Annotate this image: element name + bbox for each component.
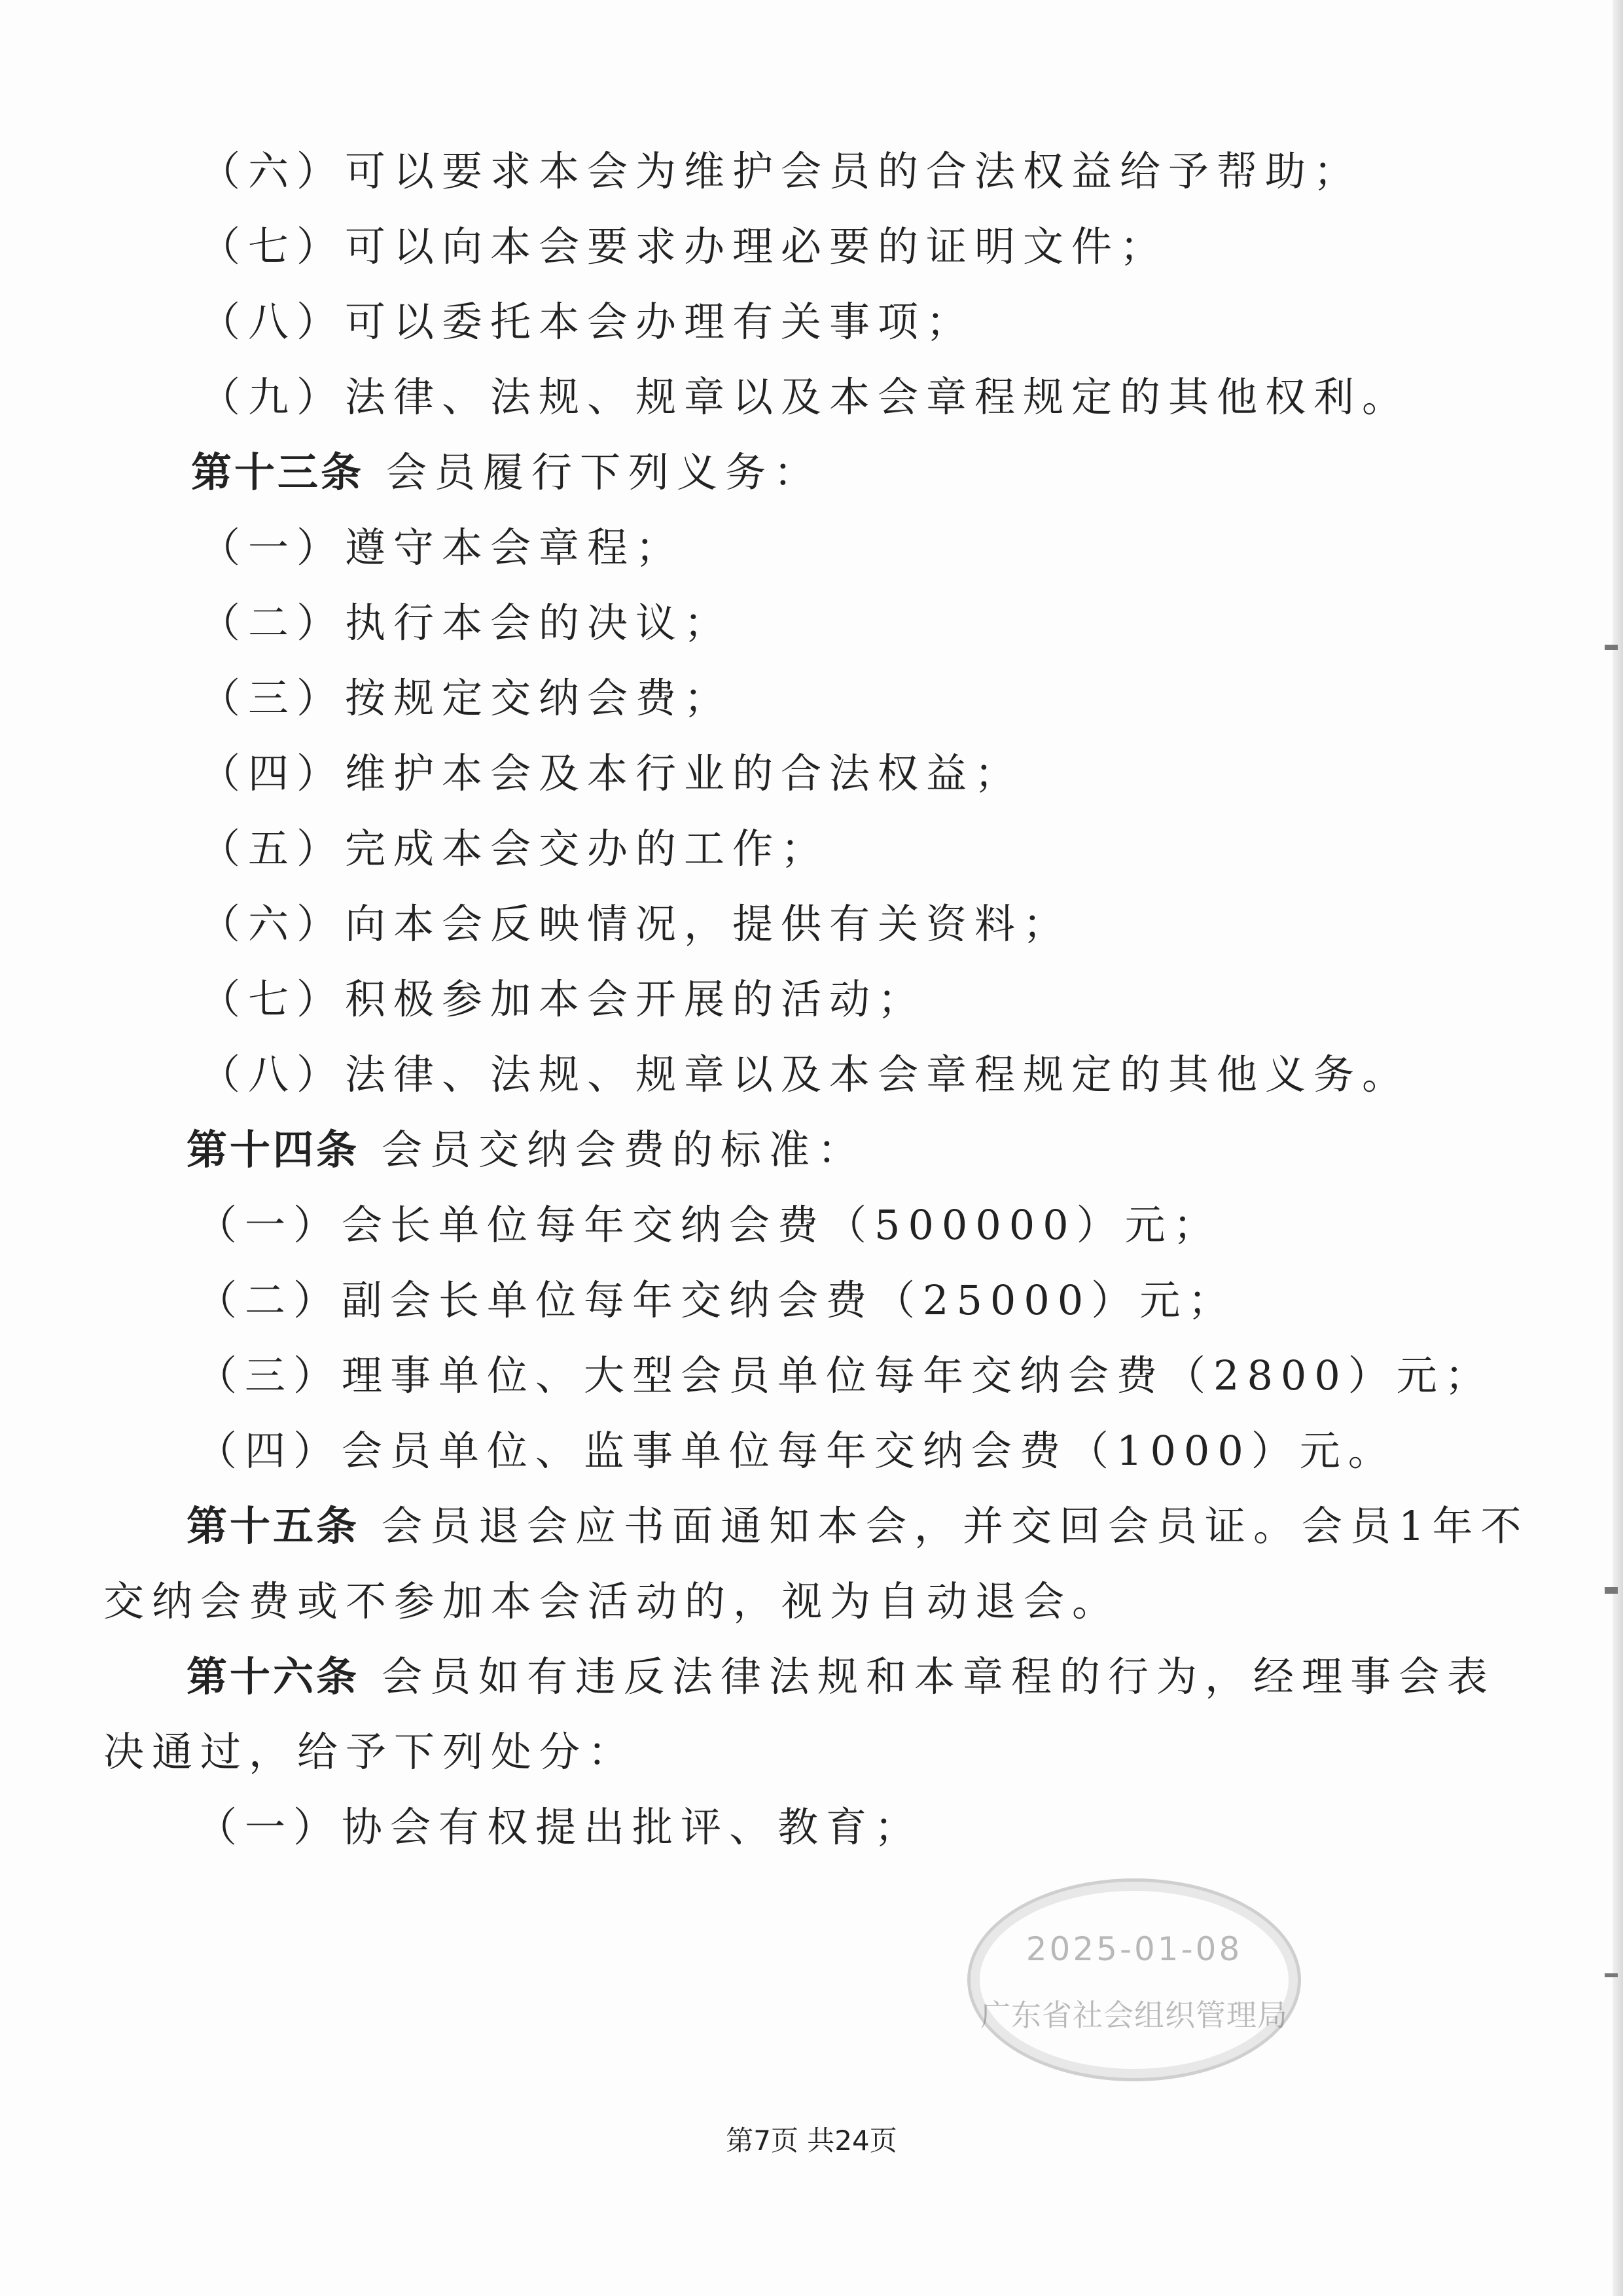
line-13: （八）法律、法规、规章以及本会章程规定的其他义务。 [200,1050,1411,1098]
line-2: （七）可以向本会要求办理必要的证明文件； [200,223,1169,270]
line-17: （三）理事单位、大型会员单位每年交纳会费（2800）元； [196,1352,1493,1399]
edge-mark [1605,645,1618,650]
line-22: 决通过，给予下列处分： [103,1728,637,1776]
line-15: （一）会长单位每年交纳会费（500000）元； [196,1201,1222,1249]
line-23: （一）协会有权提出批评、教育； [196,1803,923,1851]
page-edge-shadow [1613,0,1623,2296]
stamp-date: 2025-01-08 [1026,1930,1243,1968]
line-8: （三）按规定交纳会费； [200,674,733,722]
article-heading: 第十六条 [187,1653,360,1700]
line-4: （九）法律、法规、规章以及本会章程规定的其他权利。 [200,373,1411,421]
line-1: （六）可以要求本会为维护会员的合法权益给予帮助； [200,147,1363,195]
article-15: 第十五条 会员退会应书面通知本会，并交回会员证。会员1年不 [187,1502,1529,1550]
line-10: （五）完成本会交办的工作； [200,825,830,872]
line-6: （一）遵守本会章程； [200,524,685,571]
line-9: （四）维护本会及本行业的合法权益； [200,749,1024,797]
article-heading: 第十四条 [187,1126,360,1174]
article-16: 第十六条 会员如有违反法律法规和本章程的行为，经理事会表 [187,1653,1496,1700]
article-14: 第十四条 会员交纳会费的标准： [187,1126,866,1174]
article-13: 第十三条 会员履行下列义务： [191,448,823,496]
line-20: 交纳会费或不参加本会活动的，视为自动退会。 [103,1577,1121,1625]
line-16: （二）副会长单位每年交纳会费（25000）元； [196,1276,1237,1324]
line-3: （八）可以委托本会办理有关事项； [200,298,975,346]
page-number: 第7页 共24页 [726,2125,897,2157]
line-18: （四）会员单位、监事单位每年交纳会费（1000）元。 [196,1427,1397,1475]
registration-stamp [967,1878,1301,2081]
edge-mark [1605,1973,1618,1977]
article-heading: 第十三条 [191,448,365,496]
stamp-org: 广东省社会组织管理局 [980,1998,1288,2033]
line-7: （二）执行本会的决议； [200,599,733,647]
article-heading: 第十五条 [187,1502,360,1550]
edge-mark [1605,1587,1618,1594]
line-12: （七）积极参加本会开展的活动； [200,975,927,1023]
line-11: （六）向本会反映情况，提供有关资料； [200,900,1072,948]
